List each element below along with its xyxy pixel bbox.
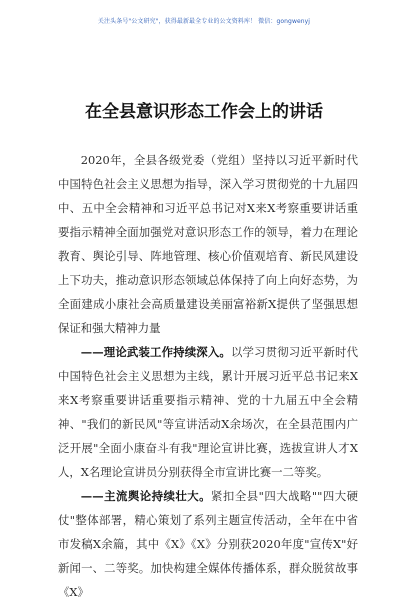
document-title: 在全县意识形态工作会上的讲话 [85,102,323,122]
paragraph-text: 以学习贯彻习近平新时代中国特色社会主义思想为主线，累计开展习近平总书记来X来X考察重要讲话重要指示精神、党的十九届五中全会精神、"我们的新民风"等宣讲活动X余场次，在全县范围内广泛开展"全面小康奋斗有我"理论宣讲比赛，选拔宣讲人才X人，X名理论宣讲员分别获得全市宣讲比赛一二等奖。 [58,345,358,479]
paragraph-opinion [58,484,358,604]
paragraph-lead: ——理论武装工作持续深入。 [80,345,231,359]
paragraph-text: 2020年，全县各级党委（党组）坚持以习近平新时代中国特色社会主义思想为指导，深入学习贯彻党的十九届四中、五中全会精神和习近平总书记对X来X考察重要讲话重要指示精神全面加强党对意识形态工作的领导，着力在理论教育、舆论引导、阵地管理、核心价值观培育、新民风建设上下功夫，推动意识形态领域总体保持了向上向好态势，为全面建成小康社会高质量建设美丽富裕新X提供了坚强思想保证和强大精神力量 [58,153,358,335]
paragraph-theory [58,340,358,484]
paragraph-intro [58,148,358,340]
document-body [58,148,358,604]
header-promo-note: 关注头条号"公文研究"，获得最新最全专业的公文资料库！ 微信：gongwenyj [97,18,311,25]
paragraph-text: 紧扣全县"四大战略""四大硬仗"整体部署，精心策划了系列主题宣传活动，全年在中省市发稿X余篇，其中《X》《X》分别获2020年度"宣传X"好新闻一、二等奖。加快构建全媒体传播体系，群众脱贫故事《X》 [58,489,358,599]
paragraph-lead: ——主流舆论持续壮大。 [80,489,212,503]
